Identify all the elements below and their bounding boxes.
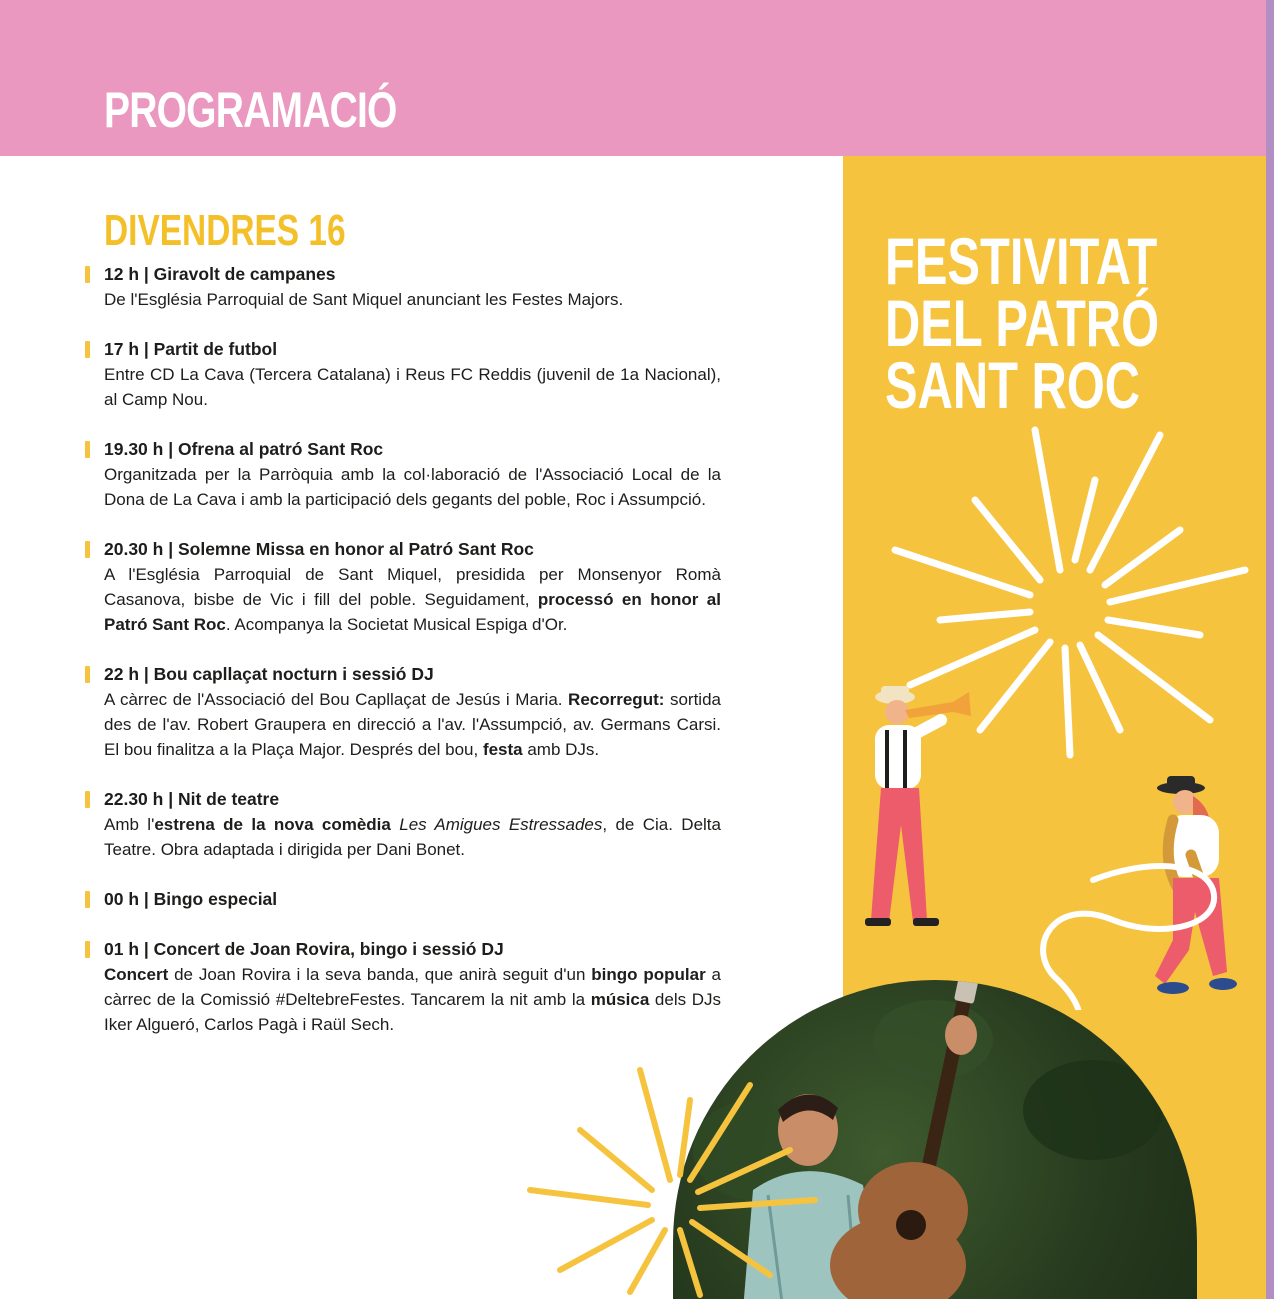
- bold-text: processó en honor al Patró Sant Roc: [104, 590, 721, 634]
- text-run: dels DJs Iker Algueró, Carlos Pagà i Raül Sech.: [104, 990, 721, 1034]
- text-run: De l'Església Parroquial de Sant Miquel anunciant les Festes Majors.: [104, 290, 624, 309]
- text-run: A càrrec de l'Associació del Bou Capllaçat de Jesús i Maria.: [104, 690, 569, 709]
- bold-text: Concert: [104, 965, 169, 984]
- event-description: [104, 362, 721, 412]
- side-title-line: DEL PATRÓ: [885, 286, 1160, 360]
- text-run: Organitzada per la Parròquia amb la col·laboració de l'Associació Local de la Dona de La Cava i amb la participació dels gegants del poble, Roc i Assumpció.: [104, 465, 721, 509]
- page-edge-strip: [1266, 0, 1274, 1299]
- event-list: [104, 262, 721, 1062]
- event-item: [104, 537, 721, 637]
- bold-text: festa: [482, 740, 523, 759]
- event-item: [104, 262, 721, 312]
- event-item: [104, 337, 721, 412]
- event-heading: 22 h | Bou capllaçat nocturn i sessió DJ: [104, 664, 434, 684]
- side-title: [885, 224, 1255, 422]
- text-run: . Acompanya la Societat Musical Espiga d'Or.: [225, 615, 568, 634]
- bullet-marker: [85, 891, 90, 908]
- event-heading: 22.30 h | Nit de teatre: [104, 789, 280, 809]
- event-description: [104, 462, 721, 512]
- event-item: [104, 662, 721, 762]
- bold-text: estrena de la nova comèdia: [154, 815, 391, 834]
- bold-text: Recorregut:: [568, 690, 665, 709]
- event-heading: 19.30 h | Ofrena al patró Sant Roc: [104, 439, 384, 459]
- page-title: PROGRAMACIÓ: [104, 82, 397, 138]
- text-run: amb DJs.: [522, 740, 600, 759]
- event-description: [104, 562, 721, 637]
- bold-text: bingo popular: [591, 965, 706, 984]
- side-title-line: FESTIVITAT: [885, 224, 1158, 298]
- text-run: Entre CD La Cava (Tercera Catalana) i Reus FC Reddis (juvenil de 1a Nacional), al Camp Nou.: [104, 365, 721, 409]
- side-title-line: SANT ROC: [885, 348, 1141, 422]
- event-heading: 12 h | Giravolt de campanes: [104, 264, 336, 284]
- text-run: de Joan Rovira i la seva banda, que anirà seguit d'un: [168, 965, 592, 984]
- text-run: Amb l': [104, 815, 155, 834]
- event-item: [104, 887, 721, 912]
- bullet-marker: [85, 441, 90, 458]
- text-run: A l'Església Parroquial de Sant Miquel, presidida per Monsenyor Romà Casanova, bisbe de Vic i fill del poble. Seguidament,: [104, 565, 721, 609]
- text-run: sortida des de l'av. Robert Graupera en direcció a l'av. l'Assumpció, av. Germans Carsi. El bou finalitza a la Plaça Major. Després del bou,: [104, 690, 721, 759]
- event-item: [104, 787, 721, 862]
- event-description: [104, 687, 721, 762]
- event-description: [104, 812, 721, 862]
- firework-illustration: [520, 1060, 820, 1299]
- event-heading: 20.30 h | Solemne Missa en honor al Patró Sant Roc: [104, 539, 534, 559]
- event-description: [104, 962, 721, 1037]
- bullet-marker: [85, 791, 90, 808]
- musicians-illustration: [843, 650, 1266, 1010]
- bullet-marker: [85, 341, 90, 358]
- text-run: [391, 815, 399, 834]
- header-band: [0, 0, 1266, 156]
- bullet-marker: [85, 941, 90, 958]
- event-item: [104, 437, 721, 512]
- event-description: [104, 287, 721, 312]
- bold-text: música: [590, 990, 650, 1009]
- italic-text: Les Amigues Estressades: [399, 815, 603, 834]
- text-run: , de Cia. Delta Teatre. Obra adaptada i dirigida per Dani Bonet.: [104, 815, 721, 859]
- event-heading: 00 h | Bingo especial: [104, 889, 278, 909]
- bullet-marker: [85, 666, 90, 683]
- day-title: DIVENDRES 16: [104, 206, 346, 255]
- event-heading: 17 h | Partit de futbol: [104, 339, 278, 359]
- bullet-marker: [85, 266, 90, 283]
- text-run: a càrrec de la Comissió #DeltebreFestes. Tancarem la nit amb la: [104, 965, 721, 1009]
- event-heading: 01 h | Concert de Joan Rovira, bingo i sessió DJ: [104, 939, 504, 959]
- bullet-marker: [85, 541, 90, 558]
- event-item: [104, 937, 721, 1037]
